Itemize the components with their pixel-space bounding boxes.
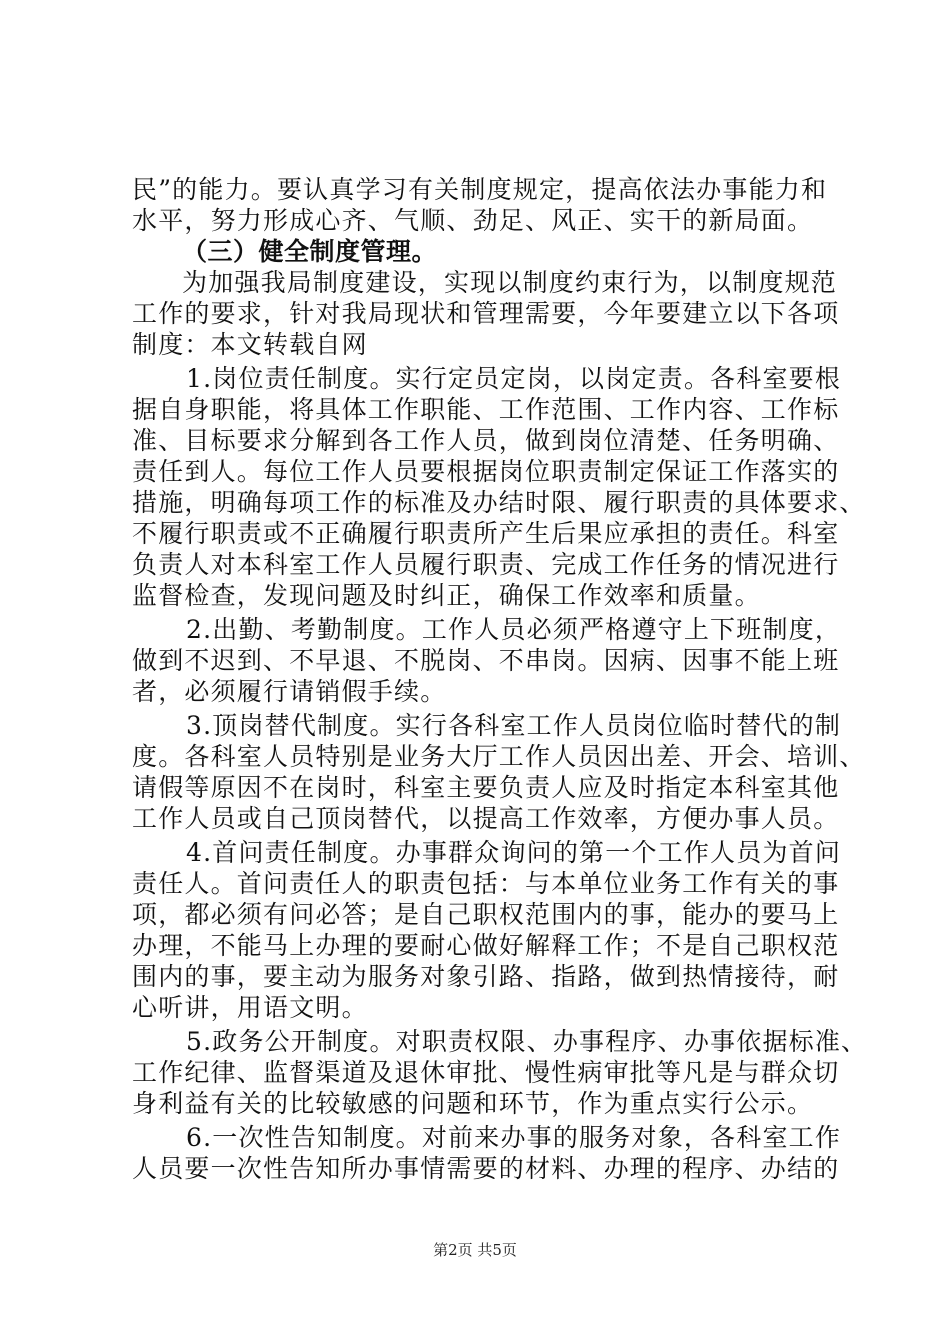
- text-line: 身利益有关的比较敏感的问题和环节，作为重点实行公示。: [132, 1089, 814, 1118]
- text-line: 项，都必须有问必答；是自己职权范围内的事，能办的要马上: [132, 900, 840, 929]
- text-line: 不履行职责或不正确履行职责所产生后果应承担的责任。科室: [132, 519, 840, 548]
- text-line: 心听讲，用语文明。: [132, 993, 368, 1022]
- text-line: 措施，明确每项工作的标准及办结时限、履行职责的具体要求、: [132, 488, 866, 517]
- list-item-first-line: 5.政务公开制度。对职责权限、办事程序、办事依据标准、: [186, 1027, 868, 1056]
- document-body: [132, 174, 868, 1184]
- list-item-first-line: 3.顶岗替代制度。实行各科室工作人员岗位临时替代的制: [186, 711, 842, 740]
- paragraph-first-line: 为加强我局制度建设，实现以制度约束行为，以制度规范: [182, 268, 838, 297]
- page-number-footer: 第2页 共5页: [433, 1241, 517, 1259]
- text-line: 责任人。首问责任人的职责包括：与本单位业务工作有关的事: [132, 869, 840, 898]
- text-line: 请假等原因不在岗时，科室主要负责人应及时指定本科室其他: [132, 773, 840, 802]
- list-item-first-line: 6.一次性告知制度。对前来办事的服务对象，各科室工作: [186, 1123, 842, 1152]
- text-line: 度。各科室人员特别是业务大厅工作人员因出差、开会、培训、: [132, 742, 866, 771]
- text-line: 监督检查，发现问题及时纠正，确保工作效率和质量。: [132, 581, 761, 610]
- text-line: 责任到人。每位工作人员要根据岗位职责制定保证工作落实的: [132, 457, 840, 486]
- text-line: 准、目标要求分解到各工作人员，做到岗位清楚、任务明确、: [132, 426, 840, 455]
- text-line: 人员要一次性告知所办事情需要的材料、办理的程序、办结的: [132, 1154, 840, 1183]
- text-line: 制度：本文转载自网: [132, 330, 368, 359]
- text-line: 者，必须履行请销假手续。: [132, 677, 447, 706]
- text-line: 工作纪律、监督渠道及退休审批、慢性病审批等凡是与群众切: [132, 1058, 840, 1087]
- text-line: 工作的要求，针对我局现状和管理需要，今年要建立以下各项: [132, 299, 840, 328]
- section-heading: （三）健全制度管理。: [182, 237, 438, 266]
- text-line: 办理，不能马上办理的要耐心做好解释工作；不是自己职权范: [132, 931, 840, 960]
- list-item-first-line: 4.首问责任制度。办事群众询问的第一个工作人员为首问: [186, 838, 842, 867]
- list-item-first-line: 2.出勤、考勤制度。工作人员必须严格遵守上下班制度，: [186, 615, 842, 644]
- list-item-first-line: 1.岗位责任制度。实行定员定岗，以岗定责。各科室要根: [186, 364, 842, 393]
- text-line: 据自身职能，将具体工作职能、工作范围、工作内容、工作标: [132, 395, 840, 424]
- text-line: 工作人员或自己顶岗替代，以提高工作效率，方便办事人员。: [132, 804, 840, 833]
- text-line: 水平，努力形成心齐、气顺、劲足、风正、实干的新局面。: [132, 206, 814, 235]
- text-line: 围内的事，要主动为服务对象引路、指路，做到热情接待，耐: [132, 962, 840, 991]
- text-line: 做到不迟到、不早退、不脱岗、不串岗。因病、因事不能上班: [132, 646, 840, 675]
- text-line: 负责人对本科室工作人员履行职责、完成工作任务的情况进行: [132, 550, 840, 579]
- text-line: 民”的能力。要认真学习有关制度规定，提高依法办事能力和: [132, 175, 828, 204]
